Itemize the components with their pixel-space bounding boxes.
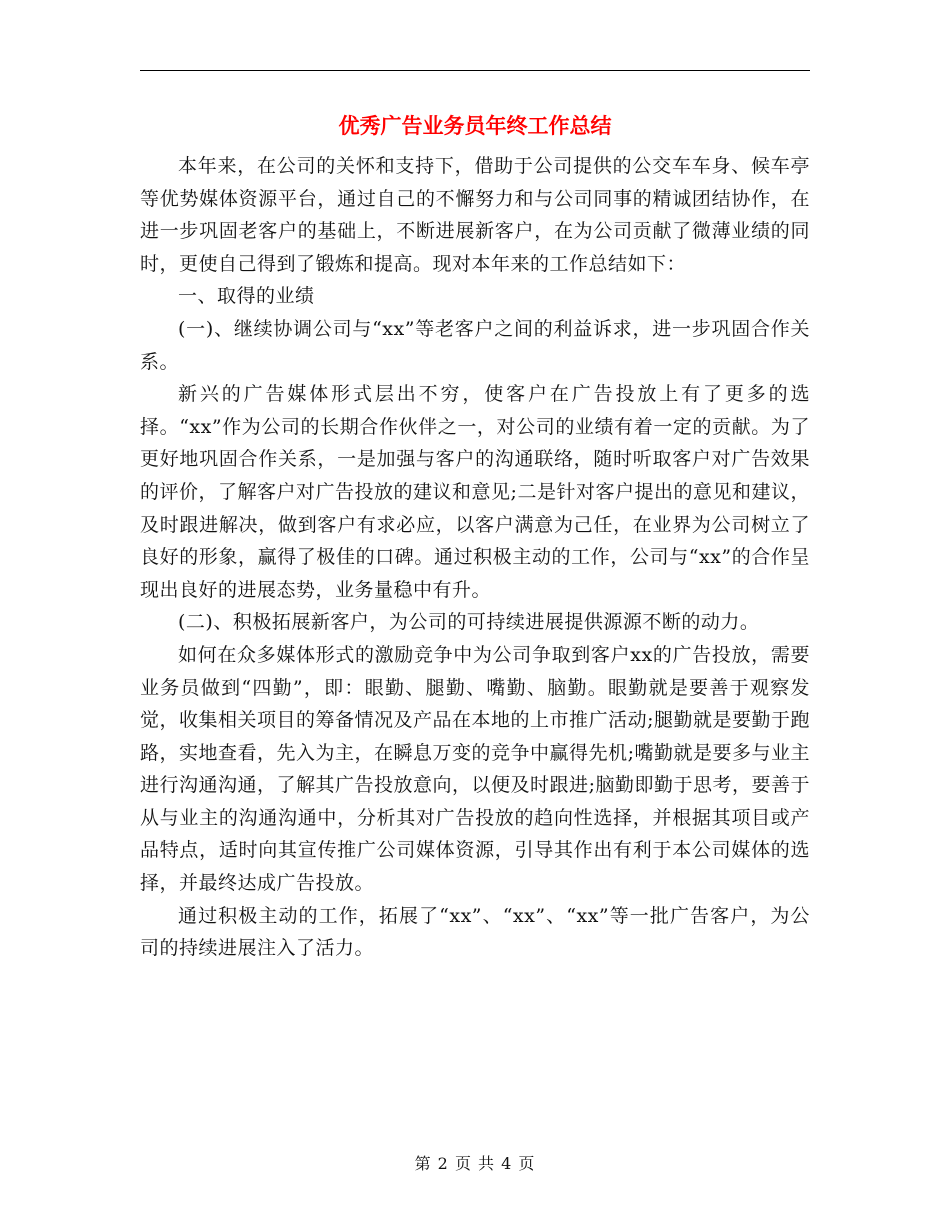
paragraph-intro: 本年来，在公司的关怀和支持下，借助于公司提供的公交车车身、候车亭等优势媒体资源平台，通过自己的不懈努力和与公司同事的精诚团结协作，在进一步巩固老客户的基础上，不断进展新客户，在为公司贡献了微薄业绩的同时，更使自己得到了锻炼和提高。现对本年来的工作总结如下： bbox=[140, 155, 810, 275]
paragraph-existing-clients: 新兴的广告媒体形式层出不穷，使客户在广告投放上有了更多的选择。“xx”作为公司的长期合作伙伴之一，对公司的业绩有着一定的贡献。为了更好地巩固合作关系，一是加强与客户的沟通联络，随时听取客户对广告效果的评价，了解客户对广告投放的建议和意见;二是针对客户提出的意见和建议，及时跟进解决，做到客户有求必应，以客户满意为己任，在业界为公司树立了良好的形象，赢得了极佳的口碑。通过积极主动的工作，公司与“xx”的合作呈现出良好的进展态势，业务量稳中有升。 bbox=[140, 383, 810, 601]
page-number-footer: 第 2 页 共 4 页 bbox=[414, 1154, 536, 1173]
section-heading-achievements: 一、取得的业绩 bbox=[178, 285, 315, 308]
header-rule bbox=[140, 70, 810, 71]
document-body bbox=[140, 150, 810, 965]
subsection-heading-new-clients: (二)、积极拓展新客户，为公司的可持续进展提供源源不断的动力。 bbox=[178, 611, 760, 634]
document-title: 优秀广告业务员年终工作总结 bbox=[338, 114, 612, 138]
paragraph-new-clients-result: 通过积极主动的工作，拓展了“xx”、“xx”、“xx”等一批广告客户，为公司的持续进展注入了活力。 bbox=[140, 904, 810, 960]
paragraph-four-diligences: 如何在众多媒体形式的激励竞争中为公司争取到客户xx的广告投放，需要业务员做到“四勤”，即：眼勤、腿勤、嘴勤、脑勤。眼勤就是要善于观察发觉，收集相关项目的筹备情况及产品在本地的上市推广活动;腿勤就是要勤于跑路，实地查看，先入为主，在瞬息万变的竞争中赢得先机;嘴勤就是要多与业主进行沟通沟通，了解其广告投放意向，以便及时跟进;脑勤即勤于思考，要善于从与业主的沟通沟通中，分析其对广告投放的趋向性选择，并根据其项目或产品特点，适时向其宣传推广公司媒体资源，引导其作出有利于本公司媒体的选择，并最终达成广告投放。 bbox=[140, 643, 810, 895]
subsection-heading-existing-clients: (一)、继续协调公司与“xx”等老客户之间的利益诉求，进一步巩固合作关系。 bbox=[140, 317, 810, 373]
